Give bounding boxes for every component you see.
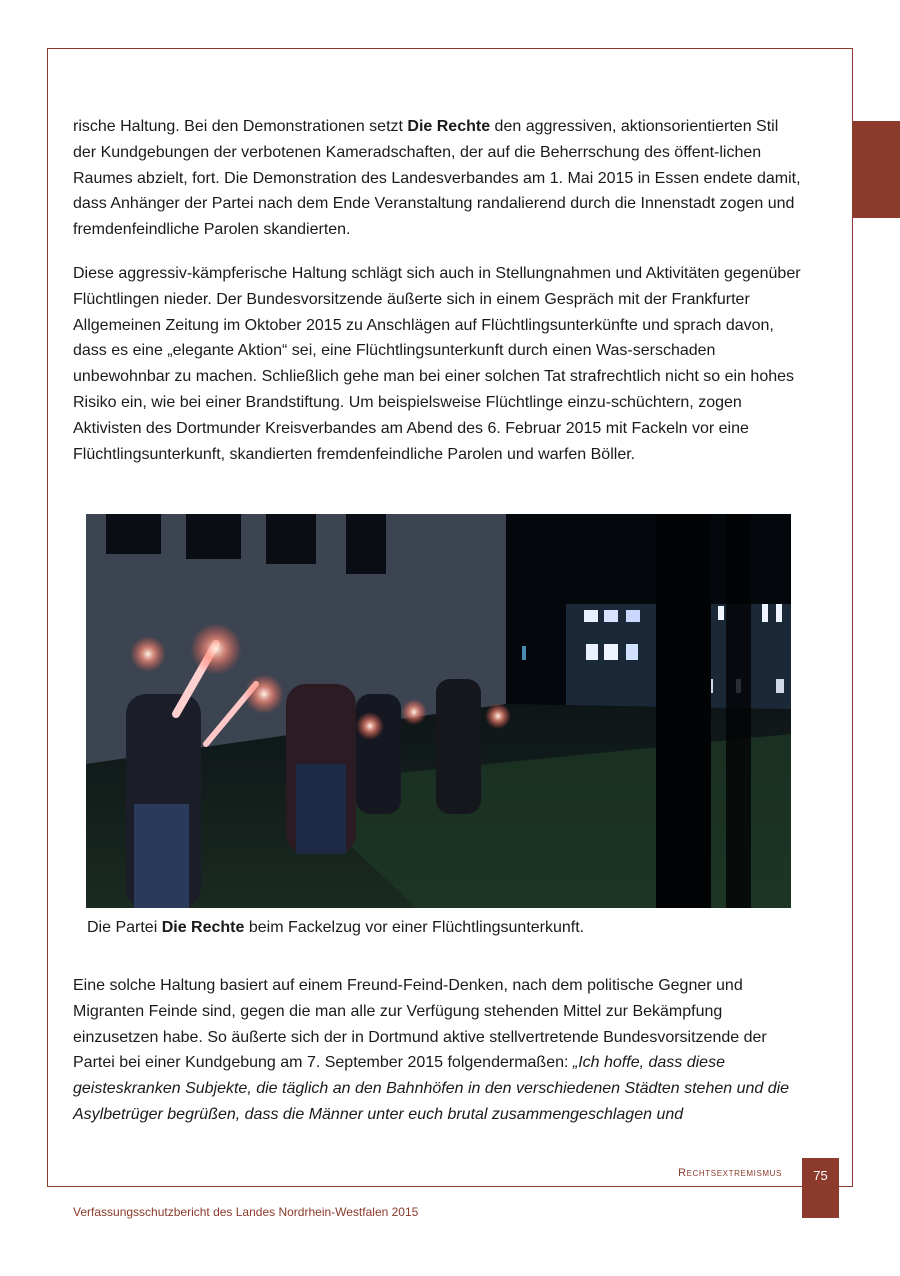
section-label: Rechtsextremismus [678,1167,782,1179]
chapter-side-tab [853,121,900,218]
paragraph-3 [73,973,805,1128]
party-name-bold: Die Rechte [407,118,491,135]
caption-text-b: beim Fackelzug vor einer Flüchtlingsunterkunft. [244,919,585,936]
paragraph-1 [73,114,805,243]
paragraph-3-text: Eine solche Haltung basiert auf einem Freund-Feind-Denken, nach dem politische Gegner und Migranten Feinde sind, gegen die man alle zur Verfügung stehenden Mittel zur Bekämpfung einzusetzen habe. So äußerte sich der in Dortmund aktive stellvertretende Bundesvorsitzende der Partei bei einer Kundgebung am 7. September 2015 folgendermaßen: [73,977,767,1072]
publication-title: Verfassungsschutzbericht des Landes Nordrhein-Westfalen 2015 [73,1205,419,1219]
paragraph-1-text-a: rische Haltung. Bei den Demonstrationen setzt [73,118,408,135]
paragraph-2: Diese aggressiv-kämpferische Haltung schlägt sich auch in Stellungnahmen und Aktivitäten gegenüber Flüchtlingen nieder. Der Bundesvorsitzende äußerte sich in einem Gespräch mit der Frankfurter Allgemeinen Zeitung im Oktober 2015 zu Anschlägen auf Flüchtlingsunterkünfte und sprach davon, dass es eine „elegante Aktion“ sei, eine Flüchtlingsunterkunft durch einen Was-serschaden unbewohnbar zu machen. Schließlich gehe man bei einer solchen Tat strafrechtlich nicht so ein hohes Risiko ein, wie bei einer Brandstiftung. Um beispielsweise Flüchtlinge einzu-schüchtern, zogen Aktivisten des Dortmunder Kreisverbandes am Abend des 6. Februar 2015 mit Fackeln vor eine Flüchtlingsunterkunft, skandierten fremdenfeindliche Parolen und warfen Böller. [73,265,801,463]
photo-caption [87,916,807,940]
paragraph-1-text-b: den aggressiven, aktionsorientierten Stil der Kundgebungen der verbotenen Kameradschaften, der auf die Beherrschung des öffent-lichen Raumes abzielt, fort. Die Demonstration des Landesverbandes am 1. Mai 2015 in Essen endete damit, dass Anhänger der Partei nach dem Ende Veranstaltung randalierend durch die Innenstadt zogen und fremdenfeindliche Parolen skandierten. [73,118,801,239]
page-number: 75 [802,1158,839,1218]
caption-party-name: Die Rechte [161,919,245,936]
torch-march-photo [86,514,791,908]
caption-text-a: Die Partei [87,919,162,936]
paragraph-3-quote: „Ich hoffe, dass diese geisteskranken Subjekte, die täglich an den Bahnhöfen in den verschiedenen Städten stehen und die Asylbetrüger begrüßen, dass die Männer unter euch brutal zusammengeschlagen und [73,1054,790,1123]
